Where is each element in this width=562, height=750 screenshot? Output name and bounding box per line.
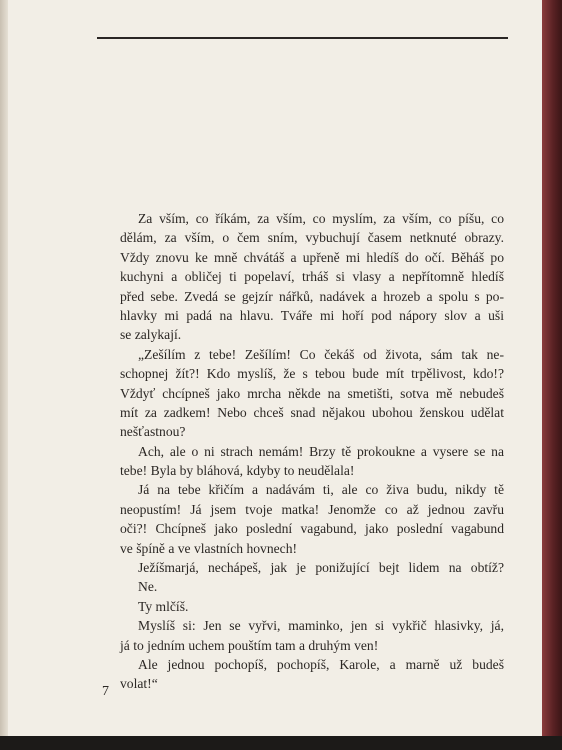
page-number: 7 bbox=[102, 684, 109, 699]
header-rule bbox=[97, 37, 508, 39]
text-line: neopustím! Já jsem tvoje matka! Jenomže co až jednou zavřu bbox=[120, 501, 504, 517]
text-line: Ne. bbox=[138, 579, 158, 595]
text-line: ve špíně a ve vlastních hovnech! bbox=[120, 540, 298, 556]
text-line: Myslíš si: Jen se vyřvi, maminko, jen si vykřič hlasivky, já, bbox=[138, 618, 504, 634]
text-line: volat!“ bbox=[120, 676, 158, 692]
text-line: se zalykají. bbox=[120, 327, 182, 343]
text-line: nešťastnou? bbox=[120, 424, 186, 440]
text-line: oči?! Chcípneš jako poslední vagabund, jako poslední vagabund bbox=[120, 521, 504, 537]
page-body-text bbox=[120, 209, 504, 694]
text-line: Vždyť chcípneš jako mrcha někde na smetišti, sotva mě nebudeš bbox=[120, 385, 504, 401]
text-line: „Zešílím z tebe! Zešílím! Co čekáš od života, sám tak ne- bbox=[138, 346, 504, 362]
text-line: já to jedním uchem pouštím tam a druhým ven! bbox=[120, 637, 379, 653]
text-line: dělám, za vším, o čem sním, vybuchují časem netknuté obrazy. bbox=[120, 230, 504, 246]
text-line: hlavky mi padá na hlavu. Tváře mi hoří pod nápory slov a uši bbox=[120, 307, 504, 323]
bottom-shadow bbox=[0, 736, 562, 750]
text-line: Ty mlčíš. bbox=[138, 598, 189, 614]
text-line: Ale jednou pochopíš, pochopíš, Karole, a marně už budeš bbox=[138, 656, 504, 672]
text-line: mít za zadkem! Nebo chceš snad nějakou ubohou ženskou udělat bbox=[120, 404, 504, 420]
book-gutter bbox=[0, 0, 8, 750]
text-line: Já na tebe křičím a nadávám ti, ale co živa budu, nikdy tě bbox=[138, 482, 504, 498]
text-line: kuchyni a obličej ti popelaví, trháš si vlasy a nepřítomně hledíš bbox=[120, 269, 504, 285]
text-line: tebe! Byla by bláhová, kdyby to neudělala! bbox=[120, 463, 355, 479]
text-line: Vždy znovu ke mně chvátáš a upřeně mi hledíš do očí. Běháš po bbox=[120, 249, 504, 265]
text-line: Ježíšmarjá, nechápeš, jak je ponižující bejt lidem na obtíž? bbox=[138, 560, 504, 576]
text-line: schopnej žít?! Kdo myslíš, že s tebou bude mít trpělivost, kdo!? bbox=[120, 366, 504, 382]
text-line: Ach, ale o ni strach nemám! Brzy tě prokoukne a vysere se na bbox=[138, 443, 504, 459]
text-line: před sebe. Zvedá se gejzír nářků, nadávek a hrozeb a spolu s po- bbox=[120, 288, 504, 304]
book-cover-edge bbox=[542, 0, 562, 736]
text-line: Za vším, co říkám, za vším, co myslím, za vším, co píšu, co bbox=[138, 211, 504, 226]
